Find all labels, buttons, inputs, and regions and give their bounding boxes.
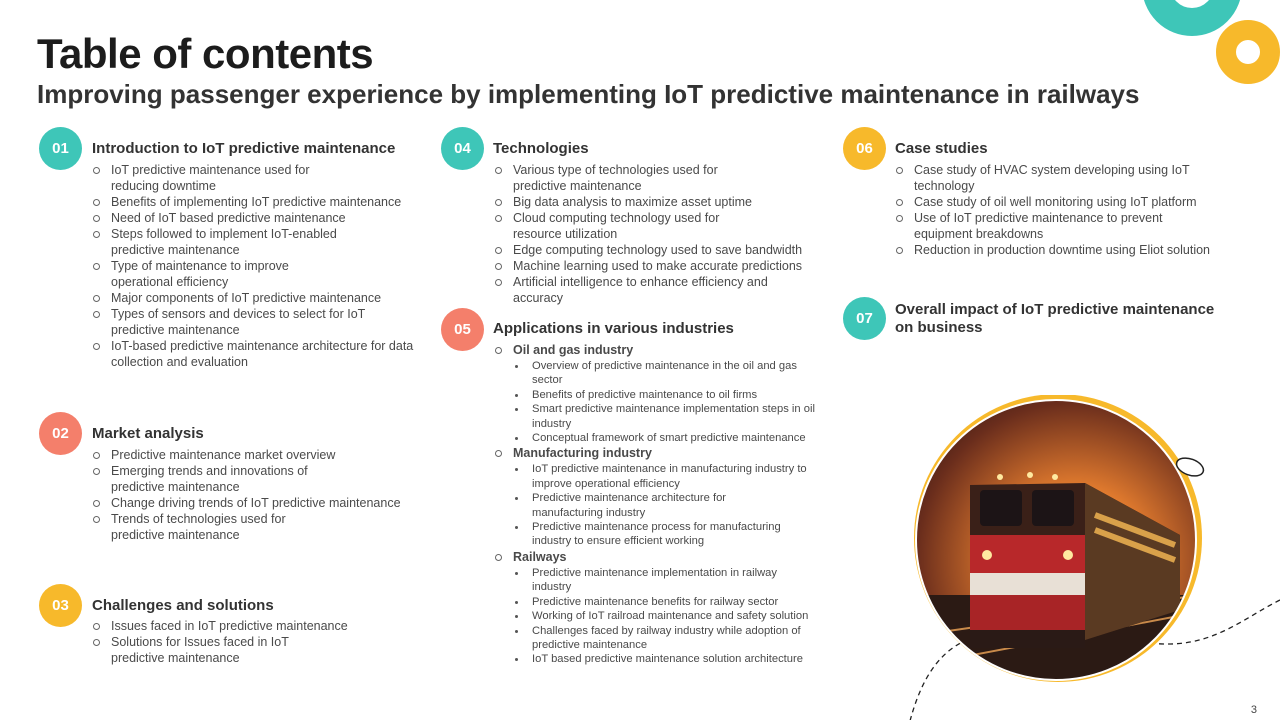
section-03-title[interactable]: Challenges and solutions [92, 597, 274, 614]
section-01-list [91, 162, 421, 370]
group-railways-list [513, 566, 838, 667]
section-02-title[interactable]: Market analysis [92, 425, 204, 442]
list-item[interactable]: Change driving trends of IoT predictive maintenance [91, 495, 421, 511]
list-item[interactable]: Case study of oil well monitoring using IoT platform [894, 194, 1244, 210]
list-item[interactable]: Edge computing technology used to save bandwidth [493, 242, 828, 258]
group-manufacturing [493, 445, 838, 548]
section-06-badge: 06 [843, 127, 886, 170]
list-item[interactable]: IoT predictive maintenance in manufacturing industry to improve operational efficiency [513, 462, 837, 491]
list-item[interactable]: Big data analysis to maximize asset uptime [493, 194, 828, 210]
section-07-badge: 07 [843, 297, 886, 340]
group-heading[interactable]: Manufacturing industry [513, 446, 652, 461]
section-02-badge: 02 [39, 412, 82, 455]
group-manufacturing-list [513, 462, 838, 548]
group-oil-and-gas [493, 342, 838, 445]
list-item[interactable]: Overview of predictive maintenance in the oil and gas sector [513, 359, 812, 388]
list-item[interactable]: Predictive maintenance benefits for railway sector [513, 595, 838, 609]
list-item[interactable]: Predictive maintenance implementation in railway industry [513, 566, 782, 595]
list-item[interactable]: Smart predictive maintenance implementation steps in oil industry [513, 402, 832, 431]
section-01-title[interactable]: Introduction to IoT predictive maintenance [92, 140, 396, 157]
list-item[interactable]: IoT predictive maintenance used for reducing downtime [91, 162, 326, 194]
list-item[interactable]: Predictive maintenance process for manufacturing industry to ensure efficient working [513, 520, 822, 549]
list-item[interactable]: Emerging trends and innovations of predictive maintenance [91, 463, 346, 495]
list-item[interactable]: Solutions for Issues faced in IoT predictive maintenance [91, 634, 326, 666]
section-06-list [894, 162, 1244, 258]
section-01-badge: 01 [39, 127, 82, 170]
group-heading[interactable]: Railways [513, 549, 567, 564]
list-item[interactable]: Benefits of implementing IoT predictive maintenance [91, 194, 421, 210]
section-05-title[interactable]: Applications in various industries [493, 320, 734, 337]
section-02-list [91, 447, 421, 543]
list-item[interactable]: Cloud computing technology used for resource utilization [493, 210, 753, 242]
list-item[interactable]: Conceptual framework of smart predictive maintenance [513, 431, 838, 445]
section-05-badge: 05 [441, 308, 484, 351]
page-number: 3 [1250, 704, 1257, 716]
section-06-title[interactable]: Case studies [895, 140, 988, 157]
list-item[interactable]: Benefits of predictive maintenance to oil firms [513, 388, 838, 402]
train-photo [880, 395, 1280, 720]
group-oil-and-gas-list [513, 359, 838, 445]
list-item[interactable]: Types of sensors and devices to select for IoT predictive maintenance [91, 306, 411, 338]
list-item[interactable]: Trends of technologies used for predictive maintenance [91, 511, 331, 543]
list-item[interactable]: IoT based predictive maintenance solution architecture [513, 652, 838, 666]
section-03-badge: 03 [39, 584, 82, 627]
list-item[interactable]: Predictive maintenance architecture for manufacturing industry [513, 491, 762, 520]
list-item[interactable]: Various type of technologies used for predictive maintenance [493, 162, 758, 194]
section-03-list [91, 618, 421, 666]
page-subtitle: Improving passenger experience by implementing IoT predictive maintenance in railways [37, 79, 1140, 109]
list-item[interactable]: Reduction in production downtime using Eliot solution [894, 242, 1244, 258]
list-item[interactable]: Challenges faced by railway industry while adoption of predictive maintenance [513, 624, 837, 653]
list-item[interactable]: Machine learning used to make accurate predictions [493, 258, 828, 274]
list-item[interactable]: Issues faced in IoT predictive maintenance [91, 618, 421, 634]
list-item[interactable]: Working of IoT railroad maintenance and safety solution [513, 609, 838, 623]
list-item[interactable]: Case study of HVAC system developing using IoT technology [894, 162, 1199, 194]
section-07-title[interactable]: Overall impact of IoT predictive maintenance on business [895, 301, 1215, 336]
group-heading[interactable]: Oil and gas industry [513, 343, 634, 357]
list-item[interactable]: Steps followed to implement IoT-enabled predictive maintenance [91, 226, 386, 258]
decorative-rings [1140, 0, 1280, 90]
list-item[interactable]: Type of maintenance to improve operational efficiency [91, 258, 331, 290]
list-item[interactable]: Predictive maintenance market overview [91, 447, 421, 463]
section-04-list [493, 162, 828, 306]
section-05-list [493, 342, 838, 667]
list-item[interactable]: IoT-based predictive maintenance architecture for data collection and evaluation [91, 338, 431, 370]
section-04-title[interactable]: Technologies [493, 140, 589, 157]
group-railways [493, 549, 838, 667]
list-item[interactable]: Use of IoT predictive maintenance to prevent equipment breakdowns [894, 210, 1204, 242]
section-04-badge: 04 [441, 127, 484, 170]
list-item[interactable]: Need of IoT based predictive maintenance [91, 210, 421, 226]
list-item[interactable]: Major components of IoT predictive maintenance [91, 290, 421, 306]
list-item[interactable]: Artificial intelligence to enhance efficiency and accuracy [493, 274, 783, 306]
page-title: Table of contents [37, 30, 374, 77]
